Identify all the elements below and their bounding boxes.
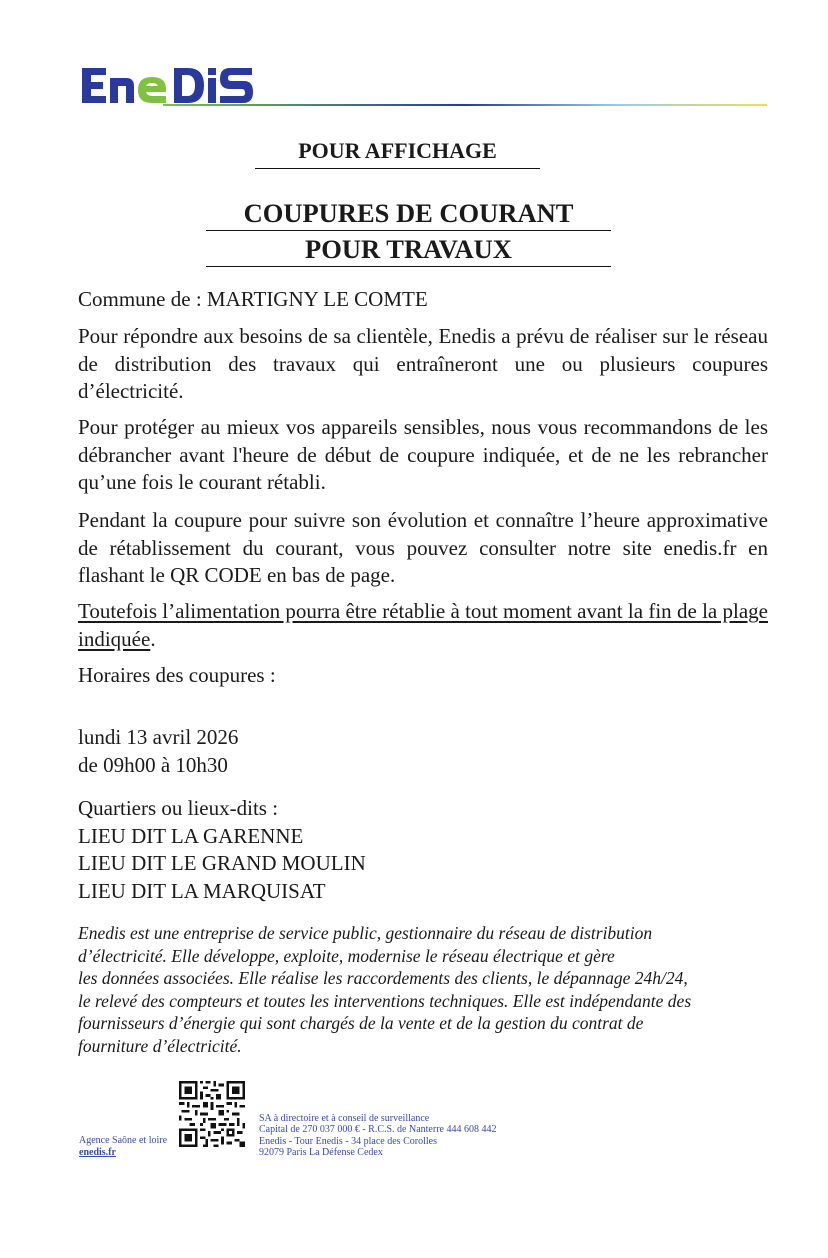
enedis-logo [80, 62, 255, 110]
agency-name: Agence Saône et loire [79, 1135, 168, 1146]
paragraph-purpose: Pour répondre aux besoins de sa clientèle, Enedis a prévu de réaliser sur le réseau de distribution des travaux qui entraîneront une ou plusieurs coupures d’électricité. [78, 324, 768, 403]
restoration-notice-end: . [150, 626, 156, 651]
location-item: LIEU DIT LE GRAND MOULIN [78, 851, 366, 875]
paragraph-protect-devices: Pour protéger au mieux vos appareils sensibles, nous vous recommandons de les débrancher avant l'heure de début de coupure indiquée, et de ne les rebrancher qu’une fois le courant rétabli. [78, 415, 768, 494]
description-line: fourniture d’électricité. [78, 1035, 242, 1056]
locations-label: Quartiers ou lieux-dits : [78, 796, 279, 820]
schedule-time: de 09h00 à 10h30 [78, 753, 228, 777]
schedule-label: Horaires des coupures : [78, 663, 276, 687]
description-line: fournisseurs d’énergie qui sont chargés de la vente et de la gestion du contrat de [78, 1013, 644, 1033]
location-item: LIEU DIT LA MARQUISAT [78, 878, 326, 903]
legal-line: 92079 Paris La Défense Cedex [259, 1146, 383, 1158]
description-line: Enedis est une entreprise de service public, gestionnaire du réseau de distribution [78, 923, 653, 943]
main-title-line-2: POUR TRAVAUX [206, 232, 611, 267]
agency-website-link[interactable]: enedis.fr [79, 1147, 116, 1158]
for-posting-heading: POUR AFFICHAGE [255, 138, 540, 169]
enedis-description [78, 922, 768, 1057]
paragraph-qr-info: Pendant la coupure pour suivre son évolution et connaître l’heure approximative de rétablissement du courant, vous pouvez consulter notre site enedis.fr en flashant le QR CODE en bas de page. [78, 508, 768, 587]
description-line: d’électricité. Elle développe, exploite, modernise le réseau électrique et gère [78, 945, 615, 966]
legal-line: SA à directoire et à conseil de surveillance [259, 1113, 430, 1124]
brand-divider-line [163, 104, 767, 106]
description-line: le relevé des compteurs et toutes les interventions techniques. Elle est indépendante des [78, 990, 692, 1011]
commune-line: Commune de : MARTIGNY LE COMTE [78, 287, 428, 311]
locations-block [78, 795, 768, 905]
legal-line: Capital de 270 037 000 € - R.C.S. de Nanterre 444 608 442 [259, 1124, 497, 1136]
legal-line: Enedis - Tour Enedis - 34 place des Corolles [259, 1135, 437, 1147]
paragraph-restoration-notice [78, 598, 768, 653]
schedule-date: lundi 13 avril 2026 [78, 725, 239, 749]
location-item: LIEU DIT LA GARENNE [78, 823, 304, 848]
description-line: les données associées. Elle réalise les raccordements des clients, le dépannage 24h/24, [78, 968, 688, 988]
agency-block [79, 1135, 167, 1159]
legal-info [259, 1113, 496, 1158]
main-title-line-1: COUPURES DE COURANT [206, 196, 611, 231]
qr-code-icon[interactable] [178, 1081, 246, 1147]
restoration-notice-underlined: Toutefois l’alimentation pourra être rétablie à tout moment avant la fin de la plage indiquée [78, 599, 768, 651]
